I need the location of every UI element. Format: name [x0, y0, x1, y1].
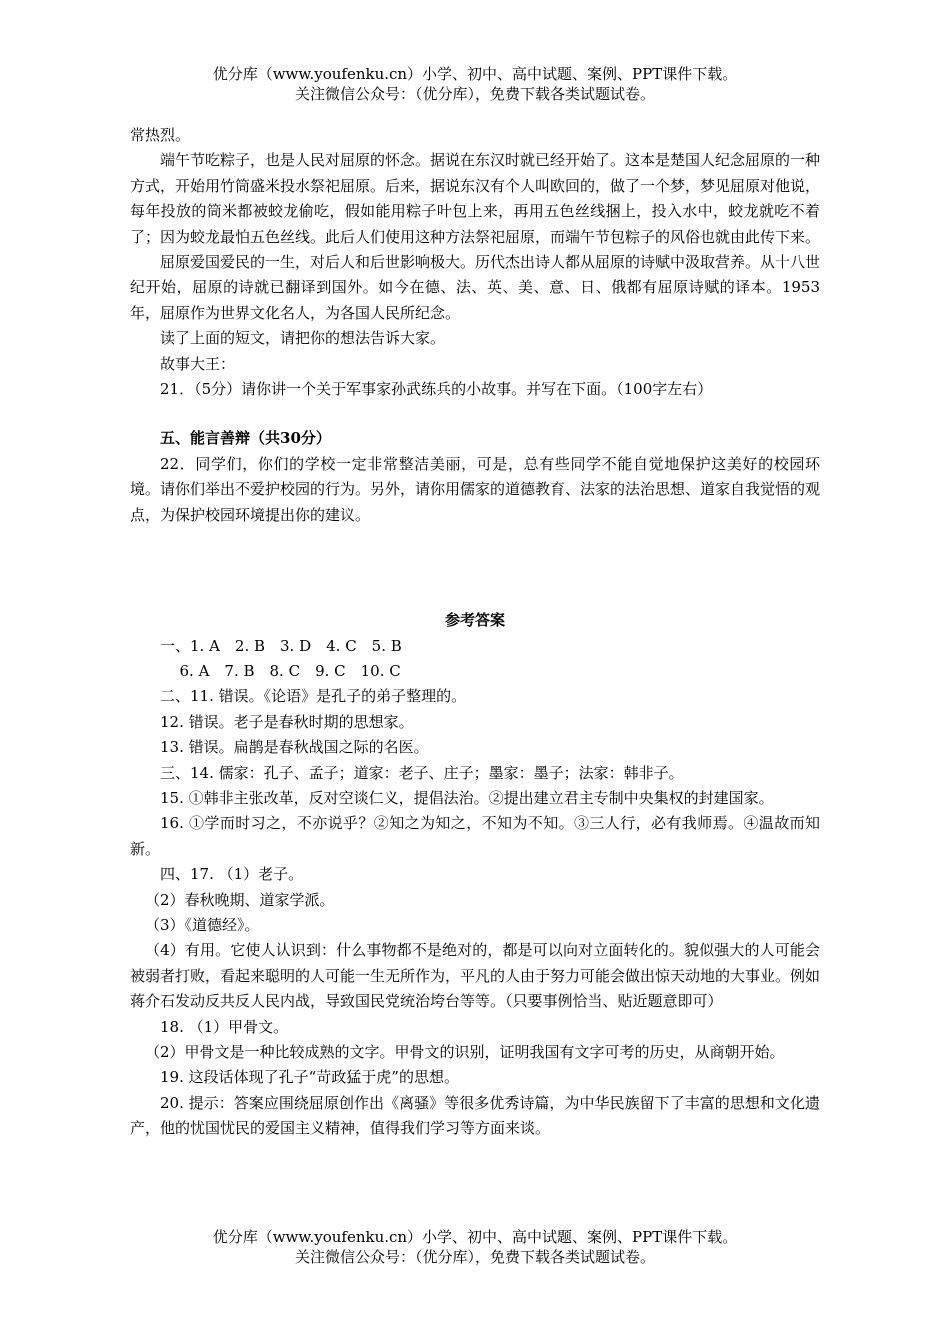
story-paragraph-influence: 屈原爱国爱民的一生，对后人和后世影响极大。历代杰出诗人都从屈原的诗赋中汲取营养。从十八世纪开始，屈原的诗就已翻译到国外。如今在德、法、英、美、意、日、俄都有屈原诗赋的译本。1953年，屈原作为世界文化名人，为各国人民所纪念。: [130, 253, 821, 322]
answer-14: 三、14. 儒家：孔子、孟子；道家：老子、庄子；墨家：墨子；法家：韩非子。: [160, 763, 684, 782]
answer-18-1: 18. （1）甲骨文。: [160, 1017, 289, 1036]
answer-17-3: （3）《道德经》。: [145, 915, 260, 934]
section-5-title: 五、能言善辩（共30分）: [160, 429, 331, 448]
answer-19: 19. 这段话体现了孔子“苛政猛于虎”的思想。: [160, 1068, 459, 1087]
answer-15: 15. ①韩非主张改革，反对空谈仁义，提倡法治。②提出建立君主专制中央集权的封建国家。: [160, 788, 774, 807]
story-prompt: 读了上面的短文，请把你的想法告诉大家。: [160, 329, 446, 348]
story-continuation: 常热烈。: [130, 126, 191, 144]
answer-16: 16. ①学而时习之，不亦说乎？②知之为知之，不知为不知。③三人行，必有我师焉。④温故而知新。: [130, 814, 820, 858]
header-line-1: 优分库（www.youfenku.cn）小学、初中、高中试题、案例、PPT课件下载。: [212, 65, 738, 83]
answer-17-1: 四、17. （1）老子。: [160, 865, 304, 884]
story-king-label: 故事大王：: [160, 354, 236, 373]
answer-6-10: 6. A 7. B 8. C 9. C 10. C: [179, 661, 401, 680]
answer-20: 20. 提示：答案应围绕屈原创作出《离骚》等很多优秀诗篇，为中华民族留下了丰富的思想和文化遗产，他的忧国忧民的爱国主义精神，值得我们学习等方面来谈。: [130, 1093, 820, 1138]
question-21: 21．（5分）请你讲一个关于军事家孙武练兵的小故事。并写在下面。（100字左右）: [160, 380, 713, 399]
answer-18-2: （2）甲骨文是一种比较成熟的文字。甲骨文的识别，证明我国有文字可考的历史，从商朝开始。: [145, 1043, 785, 1061]
answer-13: 13. 错误。扁鹊是春秋战国之际的名医。: [160, 738, 429, 757]
answer-17-4: （4）有用。它使人认识到：什么事物都不是绝对的，都是可以向对立面转化的。貌似强大的人可能会被弱者打败，看起来聪明的人可能一生无所作为，平凡的人由于努力可能会做出惊天动地的大事业。例如蒋介石发动反共反人民内战，导致国民党统治垮台等等。（只要事例恰当、贴近题意即可）: [130, 941, 821, 1011]
page-footer: [0, 1227, 950, 1267]
answer-17-2: （2）春秋晚期、道家学派。: [145, 890, 335, 909]
answers-title: 参考答案: [444, 611, 505, 630]
footer-line-2: 关注微信公众号：（优分库），免费下载各类试题试卷。: [294, 1248, 655, 1266]
story-paragraph-zongzi: 端午节吃粽子，也是人民对屈原的怀念。据说在东汉时就已经开始了。这本是楚国人纪念屈原的一种方式，开始用竹筒盛米投水祭祀屈原。后来，据说东汉有个人叫欧回的，做了一个梦，梦见屈原对他说，每年投放的筒米都被蛟龙偷吃，假如能用粽子叶包上来，再用五色丝线捆上，投入水中，蛟龙就吃不着了；因为蛟龙最怕五色丝线。此后人们使用这种方法祭祀屈原，而端午节包粽子的风俗也就由此传下来。: [130, 151, 821, 246]
answer-12: 12. 错误。老子是春秋时期的思想家。: [160, 712, 414, 731]
document-body: [130, 123, 820, 1142]
answer-1-5: 一、1. A 2. B 3. D 4. C 5. B: [160, 636, 402, 655]
header-line-2: 关注微信公众号：（优分库），免费下载各类试题试卷。: [294, 85, 655, 103]
answer-11: 二、11. 错误。《论语》是孔子的弟子整理的。: [160, 687, 467, 706]
question-22: 22．同学们，你们的学校一定非常整洁美丽，可是，总有些同学不能自觉地保护这美好的校园环境。请你们举出不爱护校园的行为。另外，请你用儒家的道德教育、法家的法治思想、道家自我觉悟的观点，为保护校园环境提出你的建议。: [130, 454, 821, 524]
footer-line-1: 优分库（www.youfenku.cn）小学、初中、高中试题、案例、PPT课件下载。: [212, 1228, 738, 1246]
page-header: [0, 64, 950, 104]
